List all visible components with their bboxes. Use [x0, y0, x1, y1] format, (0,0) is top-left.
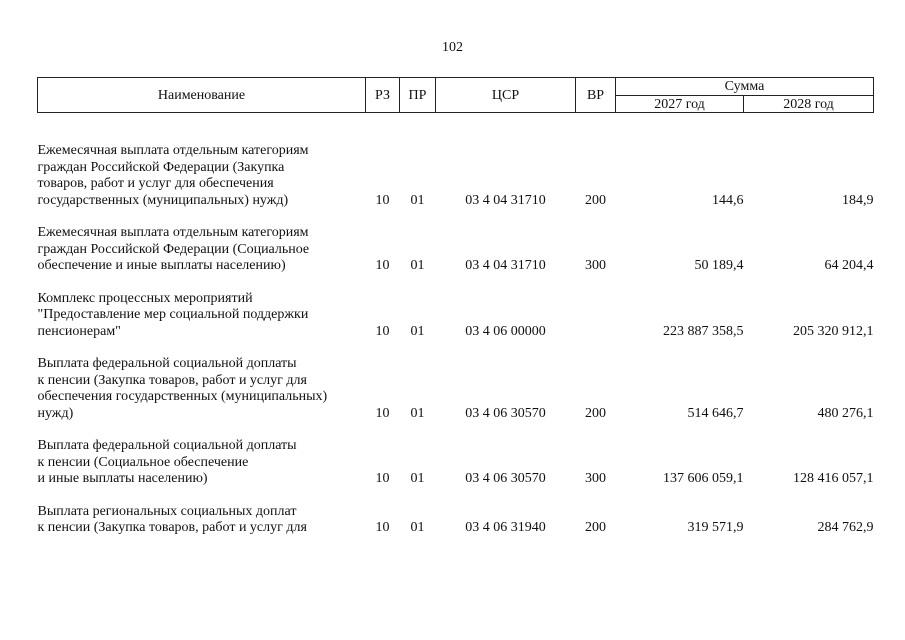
row-sum-2028: 64 204,4 — [824, 258, 874, 273]
table-row — [38, 356, 874, 438]
table-body — [38, 113, 874, 537]
row-name-line: Выплата федеральной социальной доплаты — [37, 438, 297, 453]
row-pr: 01 — [410, 258, 425, 273]
row-csr: 03 4 06 00000 — [465, 323, 546, 339]
row-vr: 200 — [585, 520, 606, 535]
row-name-line: граждан Российской Федерации (Закупка — [37, 159, 285, 175]
row-name-line: Выплата региональных социальных доплат — [37, 503, 297, 519]
row-pr: 01 — [410, 520, 425, 535]
row-vr: 300 — [585, 258, 606, 273]
table-row — [38, 291, 874, 357]
row-name-line: и иные выплаты населению) — [37, 471, 208, 486]
table-header — [38, 78, 874, 113]
row-name — [38, 438, 366, 504]
row-pr: 01 — [410, 323, 425, 339]
row-rz: 10 — [375, 405, 390, 421]
header-sum: Сумма — [616, 78, 874, 96]
row-rz: 10 — [375, 520, 390, 535]
header-name: Наименование — [38, 78, 366, 113]
row-name — [38, 225, 366, 291]
row-sum-2027: 514 646,7 — [687, 405, 744, 421]
header-year-2027: 2027 год — [616, 96, 744, 113]
row-csr: 03 4 04 31710 — [465, 192, 546, 208]
row-csr: 03 4 04 31710 — [465, 258, 546, 273]
row-sum-2028: 128 416 057,1 — [793, 471, 874, 486]
row-name — [38, 356, 366, 438]
row-name-line: к пенсии (Закупка товаров, работ и услуг для — [37, 520, 307, 535]
row-name — [38, 291, 366, 357]
table-row — [38, 504, 874, 537]
row-rz: 10 — [375, 471, 390, 486]
header-rz: РЗ — [366, 78, 400, 113]
table-row — [38, 438, 874, 504]
header-csr: ЦСР — [436, 78, 576, 113]
row-name-line: Выплата федеральной социальной доплаты — [37, 356, 297, 371]
row-name-line: товаров, работ и услуг для обеспечения — [37, 176, 274, 191]
row-vr: 200 — [585, 405, 606, 421]
row-pr: 01 — [410, 405, 425, 421]
row-sum-2027: 319 571,9 — [687, 520, 744, 535]
row-rz: 10 — [375, 323, 390, 339]
row-name-line: пенсионерам" — [37, 323, 121, 339]
header-year-2028: 2028 год — [744, 96, 874, 113]
row-sum-2028: 284 762,9 — [817, 520, 874, 535]
row-vr — [576, 291, 616, 357]
table-row — [38, 225, 874, 291]
row-name-line: Ежемесячная выплата отдельным категориям — [37, 143, 309, 158]
row-sum-2027: 144,6 — [712, 192, 744, 208]
row-rz: 10 — [375, 258, 390, 273]
row-csr: 03 4 06 31940 — [465, 520, 546, 535]
header-vr: ВР — [576, 78, 616, 113]
row-sum-2027: 137 606 059,1 — [663, 471, 744, 486]
row-rz: 10 — [375, 192, 390, 208]
row-name-line: граждан Российской Федерации (Социальное — [37, 241, 310, 257]
row-name-line: Ежемесячная выплата отдельным категориям — [37, 225, 309, 240]
row-sum-2028: 184,9 — [842, 192, 874, 208]
page-number: 102 — [442, 40, 463, 55]
row-name-line: к пенсии (Социальное обеспечение — [37, 454, 249, 470]
row-pr: 01 — [410, 471, 425, 486]
row-name-line: государственных (муниципальных) нужд) — [37, 192, 289, 208]
budget-table — [37, 77, 874, 537]
row-name-line: к пенсии (Закупка товаров, работ и услуг для — [37, 372, 307, 388]
row-name-line: обеспечения государственных (муниципальных) — [37, 389, 328, 404]
row-name-line: нужд) — [37, 405, 74, 421]
row-sum-2028: 480 276,1 — [817, 405, 874, 421]
header-pr: ПР — [400, 78, 436, 113]
row-csr: 03 4 06 30570 — [465, 471, 546, 486]
row-name — [38, 143, 366, 225]
row-name-line: Комплекс процессных мероприятий — [37, 290, 253, 306]
row-vr: 200 — [585, 192, 606, 208]
row-csr: 03 4 06 30570 — [465, 405, 546, 421]
row-name — [38, 504, 366, 537]
row-sum-2028: 205 320 912,1 — [793, 323, 874, 339]
row-name-line: обеспечение и иные выплаты населению) — [37, 258, 286, 273]
row-vr: 300 — [585, 471, 606, 486]
row-name-line: "Предоставление мер социальной поддержки — [37, 307, 309, 322]
row-sum-2027: 50 189,4 — [694, 258, 744, 273]
table-row — [38, 143, 874, 225]
row-pr: 01 — [410, 192, 425, 208]
row-sum-2027: 223 887 358,5 — [663, 323, 744, 339]
